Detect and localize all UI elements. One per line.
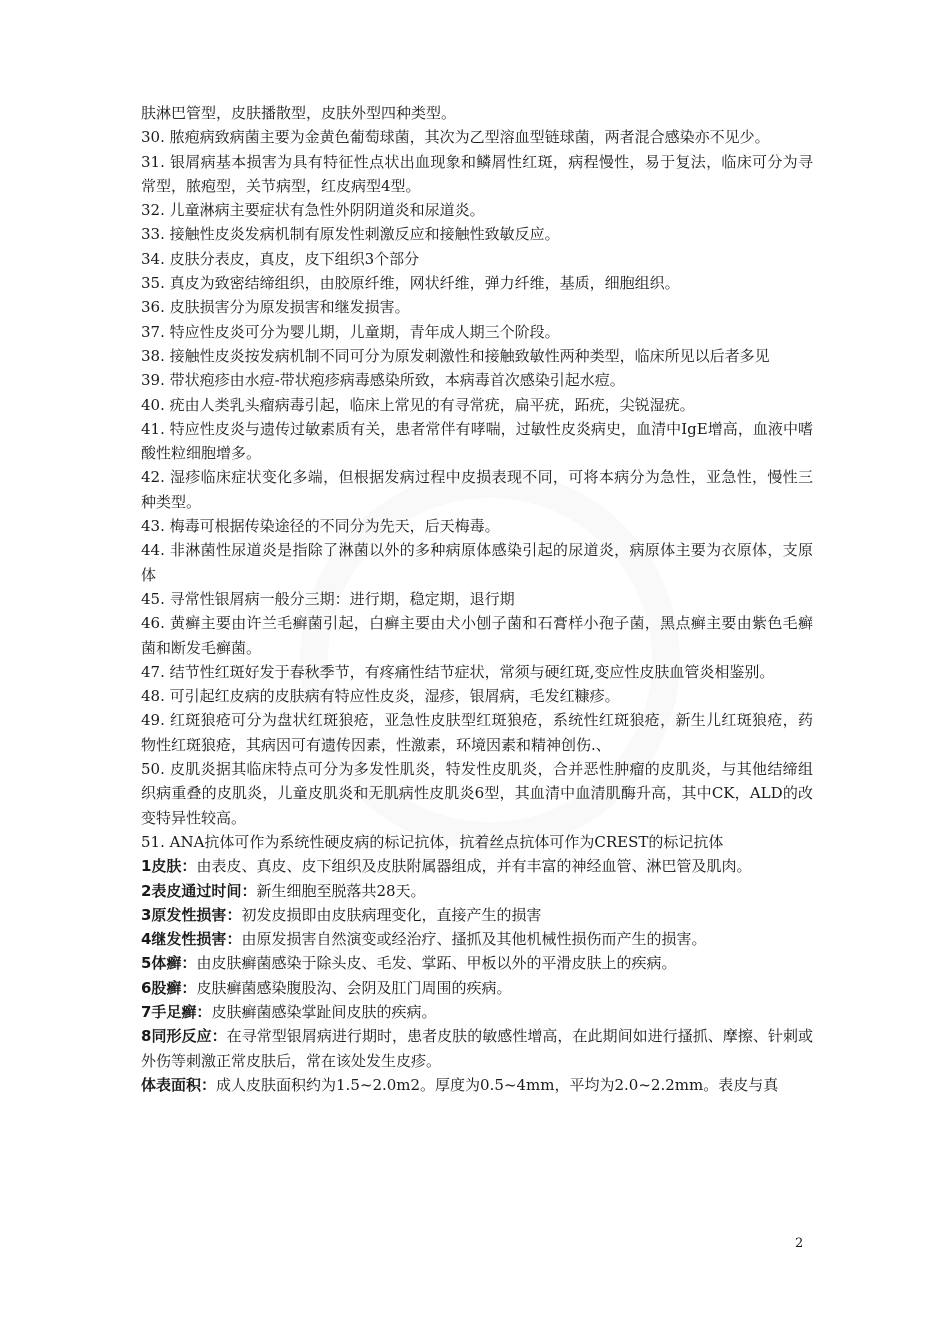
definition-text: 初发皮损即由皮肤病理变化，直接产生的损害 <box>241 905 542 924</box>
item-33: 33. 接触性皮炎发病机制有原发性刺激反应和接触性致敏反应。 <box>141 225 560 244</box>
item-37: 37. 特应性皮炎可分为婴儿期，儿童期，青年成人期三个阶段。 <box>141 322 560 341</box>
definition-term: 7手足癣： <box>141 1002 212 1021</box>
definition-body-surface-area <box>141 1073 813 1097</box>
item-45: 45. 寻常性银屑病一般分三期：进行期，稳定期，退行期 <box>141 589 515 608</box>
definition-term: 2表皮通过时间： <box>141 881 257 900</box>
item-31: 31. 银屑病基本损害为具有特征性点状出血现象和鳞屑性红斑，病程慢性，易于复法，临床可分为寻常型，脓疱型，关节病型，红皮病型4型。 <box>141 152 813 195</box>
definition-term: 6股癣： <box>141 978 197 997</box>
page-body <box>141 101 813 1097</box>
page-number: 2 <box>795 1236 804 1251</box>
definition-text: 皮肤癣菌感染腹股沟、会阴及肛门周围的疾病。 <box>196 978 512 997</box>
item-34: 34. 皮肤分表皮，真皮，皮下组织3个部分 <box>141 249 420 268</box>
item-43: 43. 梅毒可根据传染途径的不同分为先天，后天梅毒。 <box>141 517 500 536</box>
definition-tinea-cruris <box>141 976 813 1000</box>
definition-term: 8同形反应： <box>141 1027 227 1046</box>
item-30: 30. 脓疱病致病菌主要为金黄色葡萄球菌，其次为乙型溶血型链球菌，两者混合感染亦不见少。 <box>141 128 770 147</box>
definition-epidermal-transit-time <box>141 879 813 903</box>
definition-primary-lesion <box>141 903 813 927</box>
definition-term: 1皮肤： <box>141 857 197 876</box>
item-39: 39. 带状疱疹由水痘-带状疱疹病毒感染所致，本病毒首次感染引起水痘。 <box>141 371 625 390</box>
definition-tinea-manus-pedis <box>141 1000 813 1024</box>
item-46: 46. 黄癣主要由许兰毛癣菌引起，白癣主要由犬小刨子菌和石膏样小孢子菌，黑点癣主要由紫色毛癣菌和断发毛癣菌。 <box>141 614 813 657</box>
definition-term: 5体癣： <box>141 954 197 973</box>
item-42: 42. 湿疹临床症状变化多端，但根据发病过程中皮损表现不同，可将本病分为急性，亚急性，慢性三种类型。 <box>141 468 813 511</box>
item-35: 35. 真皮为致密结缔组织，由胶原纤维，网状纤维，弹力纤维，基质，细胞组织。 <box>141 274 680 293</box>
item-48: 48. 可引起红皮病的皮肤病有特应性皮炎，湿疹，银屑病，毛发红糠疹。 <box>141 687 620 706</box>
definition-term: 4继发性损害： <box>141 930 242 949</box>
definition-text: 皮肤癣菌感染掌趾间皮肤的疾病。 <box>211 1002 437 1021</box>
definition-text: 成人皮肤面积约为1.5~2.0m2。厚度为0.5~4mm，平均为2.0~2.2mm。表皮与真 <box>216 1075 779 1094</box>
definition-text: 在寻常型银屑病进行期时，患者皮肤的敏感性增高，在此期间如进行搔抓、摩擦、针刺或外伤等刺激正常皮肤后，常在该处发生皮疹。 <box>141 1027 813 1070</box>
definition-term: 体表面积： <box>141 1075 217 1094</box>
definition-text: 由表皮、真皮、皮下组织及皮肤附属器组成，并有丰富的神经血管、淋巴管及肌肉。 <box>196 857 752 876</box>
definition-text: 由皮肤癣菌感染于除头皮、毛发、掌跖、甲板以外的平滑皮肤上的疾病。 <box>196 954 677 973</box>
definition-skin <box>141 854 813 878</box>
item-50: 50. 皮肌炎据其临床特点可分为多发性肌炎，特发性皮肌炎，合并恶性肿瘤的皮肌炎，与其他结缔组织病重叠的皮肌炎，儿童皮肌炎和无肌病性皮肌炎6型，其血清中血清肌酶升高，其中CK，ALD的改变特异性较高。 <box>141 760 813 827</box>
text-line: 肤淋巴管型，皮肤播散型，皮肤外型四种类型。 <box>141 104 457 122</box>
definition-secondary-lesion <box>141 927 813 951</box>
definition-koebner-phenomenon <box>141 1024 813 1073</box>
item-38: 38. 接触性皮炎按发病机制不同可分为原发刺激性和接触致敏性两种类型，临床所见以后者多见 <box>141 346 770 365</box>
item-49: 49. 红斑狼疮可分为盘状红斑狼疮，亚急性皮肤型红斑狼疮，系统性红斑狼疮，新生儿红斑狼疮，药物性红斑狼疮，其病因可有遗传因素，性激素，环境因素和精神创伤.、 <box>141 711 813 754</box>
item-36: 36. 皮肤损害分为原发损害和继发损害。 <box>141 298 410 317</box>
item-47: 47. 结节性红斑好发于春秋季节，有疼痛性结节症状，常须与硬红斑,变应性皮肤血管炎相鉴别。 <box>141 662 775 681</box>
item-32: 32. 儿童淋病主要症状有急性外阴阴道炎和尿道炎。 <box>141 201 485 220</box>
definition-term: 3原发性损害： <box>141 905 242 924</box>
item-40: 40. 疣由人类乳头瘤病毒引起，临床上常见的有寻常疣，扁平疣，跖疣，尖锐湿疣。 <box>141 395 695 414</box>
definition-tinea-corporis <box>141 951 813 975</box>
item-41: 41. 特应性皮炎与遗传过敏素质有关，患者常伴有哮喘，过敏性皮炎病史，血清中IgE增高，血液中嗜酸性粒细胞增多。 <box>141 419 813 463</box>
definition-text: 新生细胞至脱落共28天。 <box>256 881 426 900</box>
item-51: 51. ANA抗体可作为系统性硬皮病的标记抗体，抗着丝点抗体可作为CREST的标记抗体 <box>141 832 724 851</box>
item-44: 44. 非淋菌性尿道炎是指除了淋菌以外的多种病原体感染引起的尿道炎，病原体主要为衣原体，支原体 <box>141 541 813 584</box>
definition-text: 由原发损害自然演变或经治疗、搔抓及其他机械性损伤而产生的损害。 <box>241 930 707 949</box>
